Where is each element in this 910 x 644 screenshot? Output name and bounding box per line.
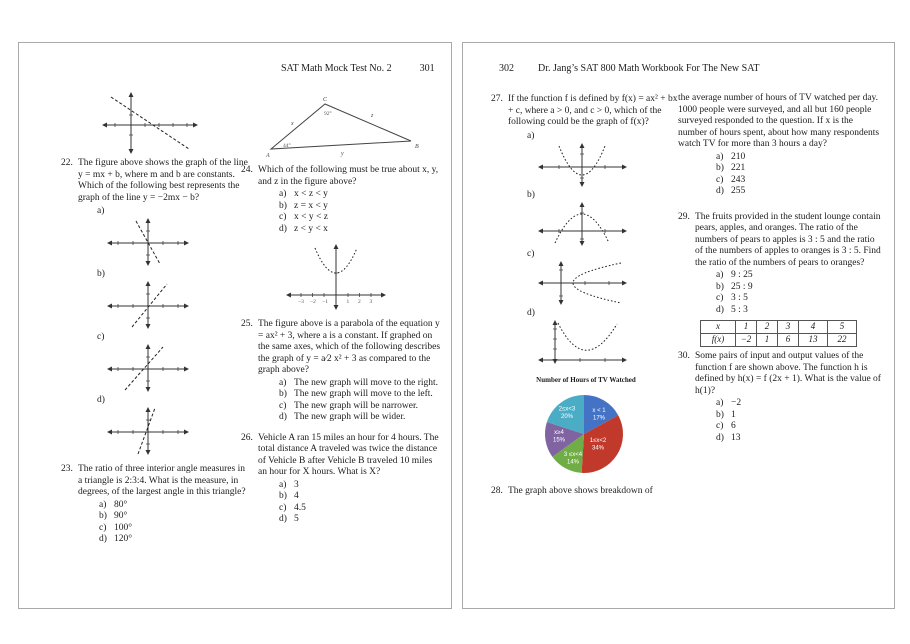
option-text: 80° [114, 499, 128, 510]
option-text: 25 : 9 [731, 281, 753, 292]
triangle-vertex-c: C [323, 97, 328, 103]
question-number: 23. [61, 464, 73, 474]
option-row [716, 421, 882, 433]
question-27 [491, 94, 681, 129]
option-text: The new graph will move to the left. [294, 389, 433, 399]
triangle-side-y: y [341, 151, 344, 157]
option-letter: c) [716, 174, 724, 185]
page-302 [462, 42, 895, 609]
option-letter: a) [99, 499, 107, 510]
q30-options [716, 398, 882, 444]
q27-option-d [527, 308, 681, 365]
question-number: 22. [61, 158, 73, 168]
question-number: 27. [491, 94, 503, 104]
pie-pct: 14% [566, 459, 580, 466]
option-letter: d) [279, 412, 287, 422]
q22-graph-c [105, 343, 191, 393]
axis-tick-label: −2 [310, 299, 316, 305]
page-header [281, 63, 435, 74]
option-row [279, 389, 443, 401]
pie-chart [526, 389, 646, 479]
q22-option-b [97, 269, 249, 330]
option-text: 4 [294, 491, 299, 501]
option-text: 255 [731, 186, 746, 196]
figure-triangle-q24 [261, 95, 421, 159]
option-letter: b) [716, 163, 724, 173]
option-text: 90° [114, 511, 128, 521]
question-number: 26. [241, 432, 253, 443]
q22-graph-d [105, 406, 191, 456]
option-text: 221 [731, 163, 746, 173]
q27-option-c [527, 249, 681, 306]
table-cell: 2 [757, 321, 778, 334]
option-row [716, 293, 882, 305]
q22-option-a [97, 206, 249, 267]
option-row [716, 152, 882, 164]
triangle-angle-c: 92° [324, 111, 332, 117]
option-row [279, 514, 443, 526]
option-text: 243 [731, 174, 746, 185]
question-30 [678, 351, 882, 397]
option-letter: a) [716, 270, 724, 280]
option-letter: c) [99, 522, 107, 533]
question-25 [241, 319, 443, 377]
option-letter: c) [279, 400, 287, 411]
option-letter: b) [279, 389, 287, 399]
column-1 [61, 91, 249, 546]
question-intro: The graph above shows breakdown of [508, 486, 653, 496]
pie-label: 2≤x<3 [558, 406, 576, 413]
option-letter: a) [716, 151, 724, 162]
option-letter: d) [716, 432, 724, 443]
option-row [99, 511, 249, 523]
table-cell: 22 [828, 334, 857, 347]
option-letter: c) [97, 332, 105, 342]
option-text: The new graph will be wider. [294, 412, 406, 422]
option-letter: b) [99, 511, 107, 521]
table-row [701, 321, 857, 334]
q28-options [716, 152, 882, 198]
option-letter: c) [279, 502, 287, 513]
option-row [716, 163, 882, 175]
q28-continuation: the average number of hours of TV watched per day. 1000 people were surveyed, and all but 160 people surveyed responded to the question. If x is the number of hours spent, about how many respondents watch TV for more than 3 hours a day? [678, 93, 880, 149]
option-letter: d) [97, 395, 105, 405]
option-row [279, 412, 443, 424]
question-text: The figure above shows the graph of the line y = mx + b, where m and b are constants. Which of the following best represents the graph of the line y = −2mx − b? [78, 158, 248, 203]
option-row [716, 398, 882, 410]
question-29 [678, 212, 882, 270]
table-cell: −2 [736, 334, 757, 347]
column-2 [241, 95, 443, 526]
pie-label: 3 ≤x<4 [563, 452, 583, 458]
table-cell: 1 [757, 334, 778, 347]
table-row [701, 334, 857, 347]
question-number: 24. [241, 165, 253, 175]
option-row [716, 186, 882, 198]
option-text: −2 [731, 398, 742, 408]
question-text: Vehicle A ran 15 miles an hour for 4 hours. The total distance A traveled was twice the distance of Vehicle B after Vehicle B traveled 10 miles an hour for X hours. What is X? [258, 432, 439, 477]
option-letter: c) [527, 248, 535, 259]
option-text: 13 [731, 432, 741, 443]
triangle-side-x: x [291, 121, 294, 127]
q25-options [279, 378, 443, 424]
option-text: 100° [114, 522, 133, 533]
q23-options [99, 500, 249, 546]
option-text: 9 : 25 [731, 270, 753, 280]
option-text: 5 [294, 514, 299, 524]
page-301 [18, 42, 452, 609]
option-text: z = x < y [294, 200, 328, 211]
table-cell: f(x) [701, 334, 736, 347]
option-row [99, 534, 249, 546]
option-text: The new graph will move to the right. [294, 377, 439, 388]
table-cell: 13 [799, 334, 828, 347]
triangle-vertex-a: A [266, 153, 270, 159]
option-row [279, 491, 443, 503]
option-text: 3 [294, 479, 299, 490]
pie-chart-title: Number of Hours of TV Watched [536, 375, 636, 384]
column-1 [491, 91, 681, 498]
option-letter: d) [716, 186, 724, 196]
option-row [716, 305, 882, 317]
option-row [716, 175, 882, 187]
table-cell: 6 [778, 334, 799, 347]
question-text: The figure above is a parabola of the equation y = ax² + 3, where a is a constant. If graphed on the same axes, which of the following describes the graph of y = a⁄2 x² + 3 as compared to the graph above? [258, 319, 441, 375]
q22-graph-a [105, 217, 191, 267]
option-row [279, 201, 443, 213]
question-number: 28. [491, 486, 503, 496]
question-number: 30. [678, 351, 690, 361]
option-letter: a) [97, 206, 105, 216]
option-letter: b) [716, 281, 724, 292]
question-24 [241, 165, 443, 188]
option-row [99, 500, 249, 512]
table-cell: 4 [799, 321, 828, 334]
table-cell: 5 [828, 321, 857, 334]
option-text: 5 : 3 [731, 304, 748, 315]
header-title: SAT Math Mock Test No. 2 [281, 63, 392, 74]
axis-tick-label: 2 [358, 299, 361, 305]
option-letter: a) [279, 479, 287, 490]
question-22 [61, 158, 249, 204]
figure-line-graph-q22 [101, 91, 201, 155]
table-cell: 1 [736, 321, 757, 334]
figure-parabola-q25 [281, 243, 391, 313]
page-number: 301 [419, 63, 435, 74]
option-text: 3 : 5 [731, 293, 748, 303]
option-letter: a) [279, 377, 287, 388]
option-letter: d) [279, 514, 287, 524]
pie-label: x < 1 [592, 408, 606, 414]
option-text: 1 [731, 409, 736, 420]
triangle-angle-a: 44° [283, 143, 291, 149]
option-row [99, 523, 249, 535]
pie-pct: 20% [560, 414, 574, 420]
option-row [279, 503, 443, 515]
option-row [279, 378, 443, 390]
option-letter: d) [527, 307, 535, 318]
option-letter: c) [279, 212, 287, 222]
pie-pct: 34% [591, 445, 605, 452]
option-letter: a) [527, 130, 535, 141]
option-letter: b) [527, 189, 535, 200]
table-cell: 3 [778, 321, 799, 334]
table-cell: x [701, 321, 736, 334]
option-text: x < z < y [294, 189, 328, 199]
question-28 [491, 486, 681, 498]
q27-option-a [527, 131, 681, 188]
option-text: z < y < x [294, 223, 328, 234]
question-text: The fruits provided in the student lounge contain pears, apples, and oranges. The ratio of the numbers of pears to apples is 3 : 5 and the ratio of the numbers of apples to oranges is 3 : 5. Find the ratio of the numbers of pears to oranges? [695, 211, 881, 268]
q22-graph-b [105, 280, 191, 330]
pie-pct: 17% [592, 415, 606, 422]
pie-label: 1≤x<2 [589, 438, 607, 444]
q22-option-c [97, 332, 249, 393]
axis-tick-label: 1 [346, 299, 350, 305]
question-26 [241, 433, 443, 479]
option-row [716, 410, 882, 422]
option-letter: a) [716, 398, 724, 408]
axis-tick-label: 3 [369, 299, 373, 305]
option-letter: b) [279, 491, 287, 501]
page-number: 302 [499, 63, 514, 74]
option-text: The new graph will be narrower. [294, 400, 418, 411]
triangle-vertex-b: B [415, 144, 419, 150]
option-row [279, 212, 443, 224]
q27-graph-b [535, 201, 630, 247]
column-2 [678, 93, 882, 444]
option-letter: b) [716, 409, 724, 420]
option-text: 4.5 [294, 502, 306, 513]
question-text: If the function f is defined by f(x) = ax² + bx + c, where a > 0, and c > 0, which of the following could be the graph of f(x)? [508, 94, 678, 127]
option-text: 120° [114, 534, 133, 544]
option-letter: b) [279, 200, 287, 211]
option-row [716, 282, 882, 294]
axis-tick-label: −3 [298, 299, 304, 305]
q27-graph-c [535, 260, 630, 306]
option-letter: d) [279, 223, 287, 234]
question-text: The ratio of three interior angle measures in a triangle is 2:3:4. What is the measure, in degrees, of the largest angle in this triangle? [78, 464, 246, 497]
option-row [279, 480, 443, 492]
question-number: 25. [241, 319, 253, 329]
pie-label: x≥4 [554, 430, 564, 436]
page-header [499, 63, 759, 74]
question-number: 29. [678, 211, 690, 222]
q27-option-b [527, 190, 681, 247]
question-text: Some pairs of input and output values of the function f are shown above. The function h is defined by h(x) = f (2x + 1). What is the value of h(1)? [695, 351, 881, 396]
option-row [716, 270, 882, 282]
option-letter: c) [716, 421, 724, 431]
q22-option-d [97, 395, 249, 456]
q26-options [279, 480, 443, 526]
option-row [279, 224, 443, 236]
function-value-table [700, 320, 857, 347]
question-23 [61, 464, 249, 499]
option-text: x < y < z [294, 212, 328, 222]
option-letter: d) [716, 304, 724, 315]
triangle-side-z: z [371, 113, 374, 119]
header-title: Dr. Jang’s SAT 800 Math Workbook For The New SAT [538, 63, 760, 74]
axis-tick-label: −1 [322, 299, 328, 305]
question-text: Which of the following must be true about x, y, and z in the figure above? [258, 165, 439, 187]
option-letter: c) [716, 293, 724, 303]
q24-options [279, 189, 443, 235]
option-letter: a) [279, 189, 287, 199]
option-letter: b) [97, 269, 105, 279]
option-letter: d) [99, 534, 107, 544]
q27-graph-a [535, 142, 630, 188]
q29-options [716, 270, 882, 316]
option-row [716, 433, 882, 445]
pie-pct: 15% [552, 437, 566, 444]
q27-graph-d [535, 319, 630, 365]
option-row [279, 189, 443, 201]
option-text: 210 [731, 151, 746, 162]
option-text: 6 [731, 421, 736, 431]
option-row [279, 401, 443, 413]
